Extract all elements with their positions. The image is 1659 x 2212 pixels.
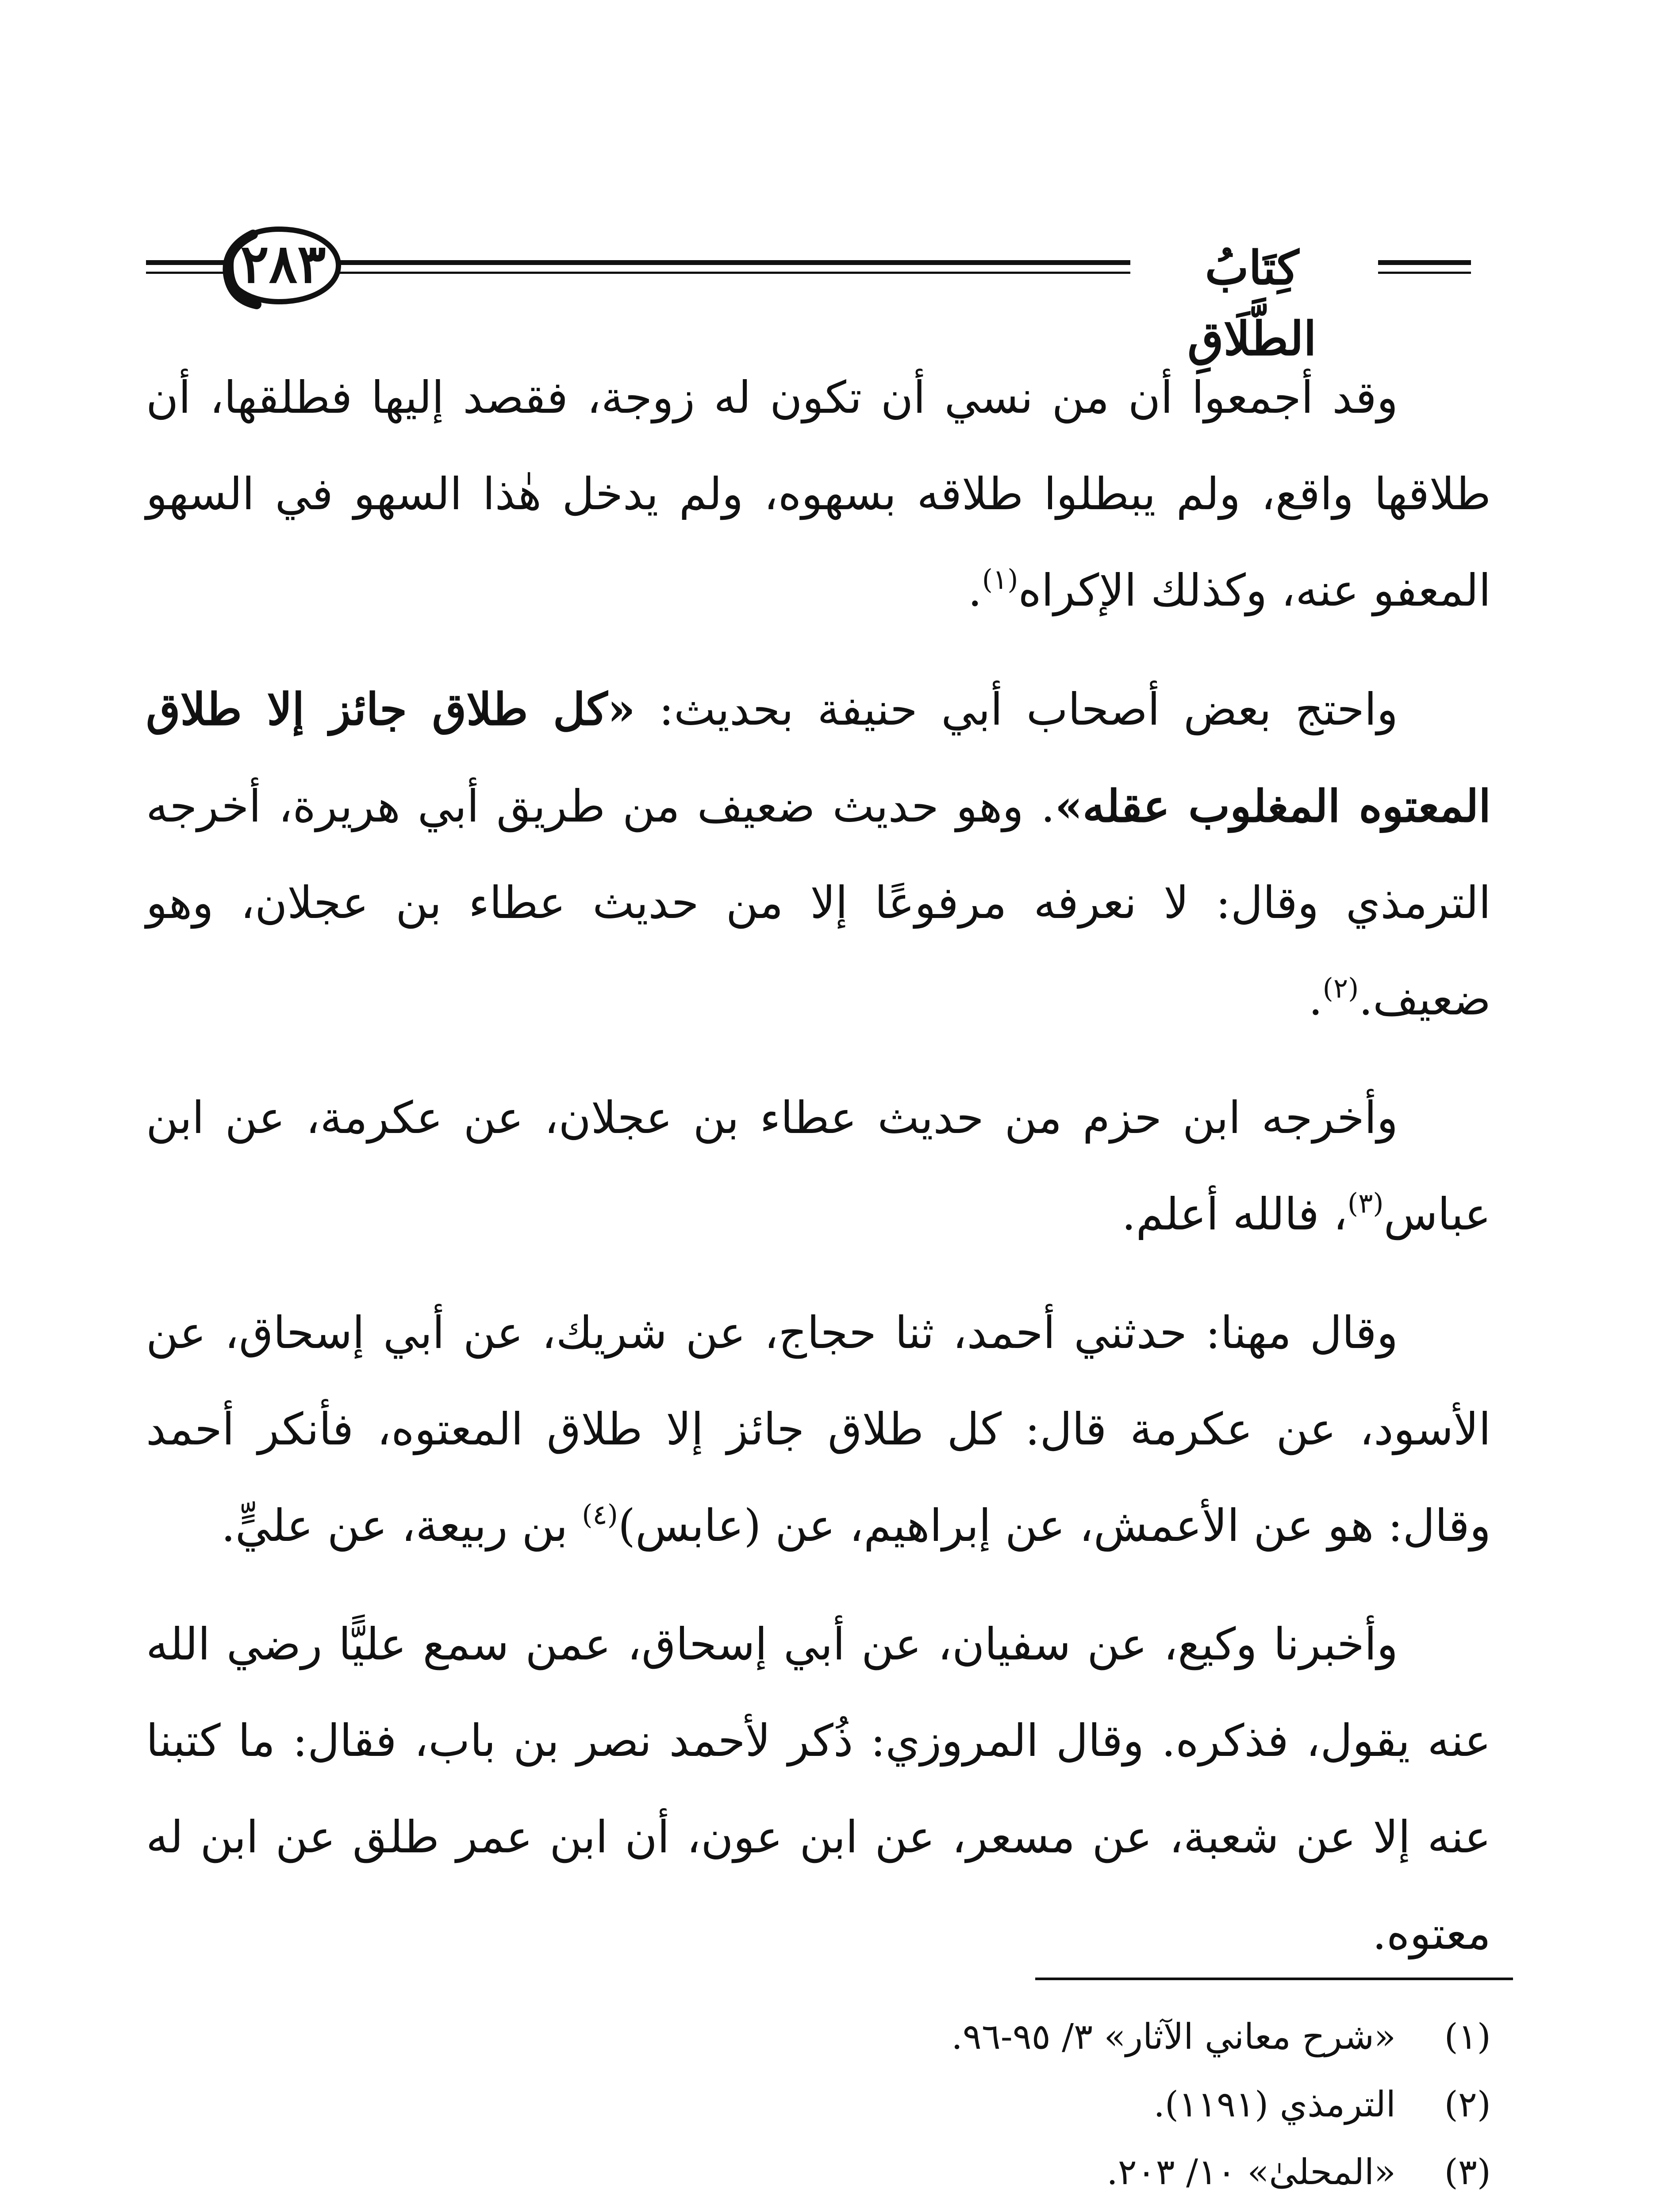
footnote-number: (١) (1444, 2016, 1491, 2057)
paragraph-1-end: . (968, 565, 982, 616)
paragraph-4-end: بن ربيعة، عن عليٍّ. (221, 1500, 582, 1551)
main-text (146, 349, 1491, 2004)
paragraph-3-text: وأخرجه ابن حزم من حديث عطاء بن عجلان، عن عكرمة، عن ابن عباس (146, 1092, 1491, 1240)
footnote-text: «شرح معاني الآثار» ٣/ ٩٥-٩٦. (951, 2016, 1396, 2057)
footnote-text: «المحلىٰ» ١٠/ ٢٠٣. (1106, 2151, 1396, 2193)
page-header (146, 221, 1471, 366)
paragraph-5-text: وأخبرنا وكيع، عن سفيان، عن أبي إسحاق، عمن سمع عليًّا رضي الله عنه يقول، فذكره. وقال المروزي: ذُكر لأحمد نصر بن باب، فقال: ما كتبنا عنه إلا عن شعبة، عن مسعر، عن ابن عون، أن ابن عمر طلق عن ابن له معتوه. (146, 1618, 1491, 1959)
paragraph-1 (146, 349, 1491, 639)
footnotes (146, 2006, 1491, 2212)
header-rule-right (1378, 260, 1471, 265)
paragraph-2 (146, 661, 1491, 1048)
footnote-number (1396, 2209, 1491, 2212)
footnote-ref-3: (٣) (1347, 1187, 1384, 1219)
footnote-1 (146, 2006, 1491, 2067)
footnote-separator (1035, 1978, 1513, 1980)
footnote-2 (146, 2074, 1491, 2135)
header-rule-right-thin (1378, 272, 1471, 274)
paragraph-2-end: . (1308, 973, 1323, 1025)
footnote-number: (٣) (1444, 2151, 1491, 2193)
paragraph-1-text: وقد أجمعوا أن من نسي أن تكون له زوجة، فقصد إليها فطلقها، أن طلاقها واقع، ولم يبطلوا طلاقه بسهوه، ولم يدخل هٰذا السهو في السهو المعفو عنه، وكذلك الإكراه (146, 372, 1491, 616)
page-number: ٢٨٣ (240, 233, 326, 295)
header-rule-center (323, 260, 1130, 265)
paragraph-5 (146, 1596, 1491, 1982)
footnote-ref-2: (٢) (1322, 972, 1359, 1004)
paragraph-3-end: ، فالله أعلم. (1121, 1188, 1348, 1240)
footnote-4 (146, 2209, 1491, 2212)
paragraph-3 (146, 1070, 1491, 1263)
paragraph-2-rest: . وهو حديث ضعيف من طريق أبي هريرة، أخرجه الترمذي وقال: لا نعرفه مرفوعًا إلا من حديث عطاء بن عجلان، وهو ضعيف. (146, 780, 1491, 1025)
running-title: كِتَابُ الطَّلَاقِ (1187, 240, 1317, 366)
footnote-ref-1: (١) (982, 563, 1018, 595)
footnote-text: الترمذي (١١٩١). (1153, 2084, 1396, 2125)
footnote-text (146, 2209, 1396, 2212)
hadith-quote: «كل طلاق جائز إلا طلاق المعتوه المغلوب عقله» (146, 683, 1491, 832)
paragraph-4-text: وقال مهنا: حدثني أحمد، ثنا حجاج، عن شريك، عن أبي إسحاق، عن الأسود، عن عكرمة قال: كل طلاق جائز إلا طلاق المعتوه، فأنكر أحمد وقال: هو عن الأعمش، عن إبراهيم، عن (عابس) (146, 1307, 1491, 1551)
header-rule-center-thin (323, 272, 1130, 274)
paragraph-4 (146, 1285, 1491, 1574)
footnote-3 (146, 2142, 1491, 2202)
footnote-number: (٢) (1444, 2084, 1491, 2125)
footnote-ref-4: (٤) (582, 1498, 618, 1531)
paragraph-2-start: واحتج بعض أصحاب أبي حنيفة بحديث: (635, 684, 1398, 735)
